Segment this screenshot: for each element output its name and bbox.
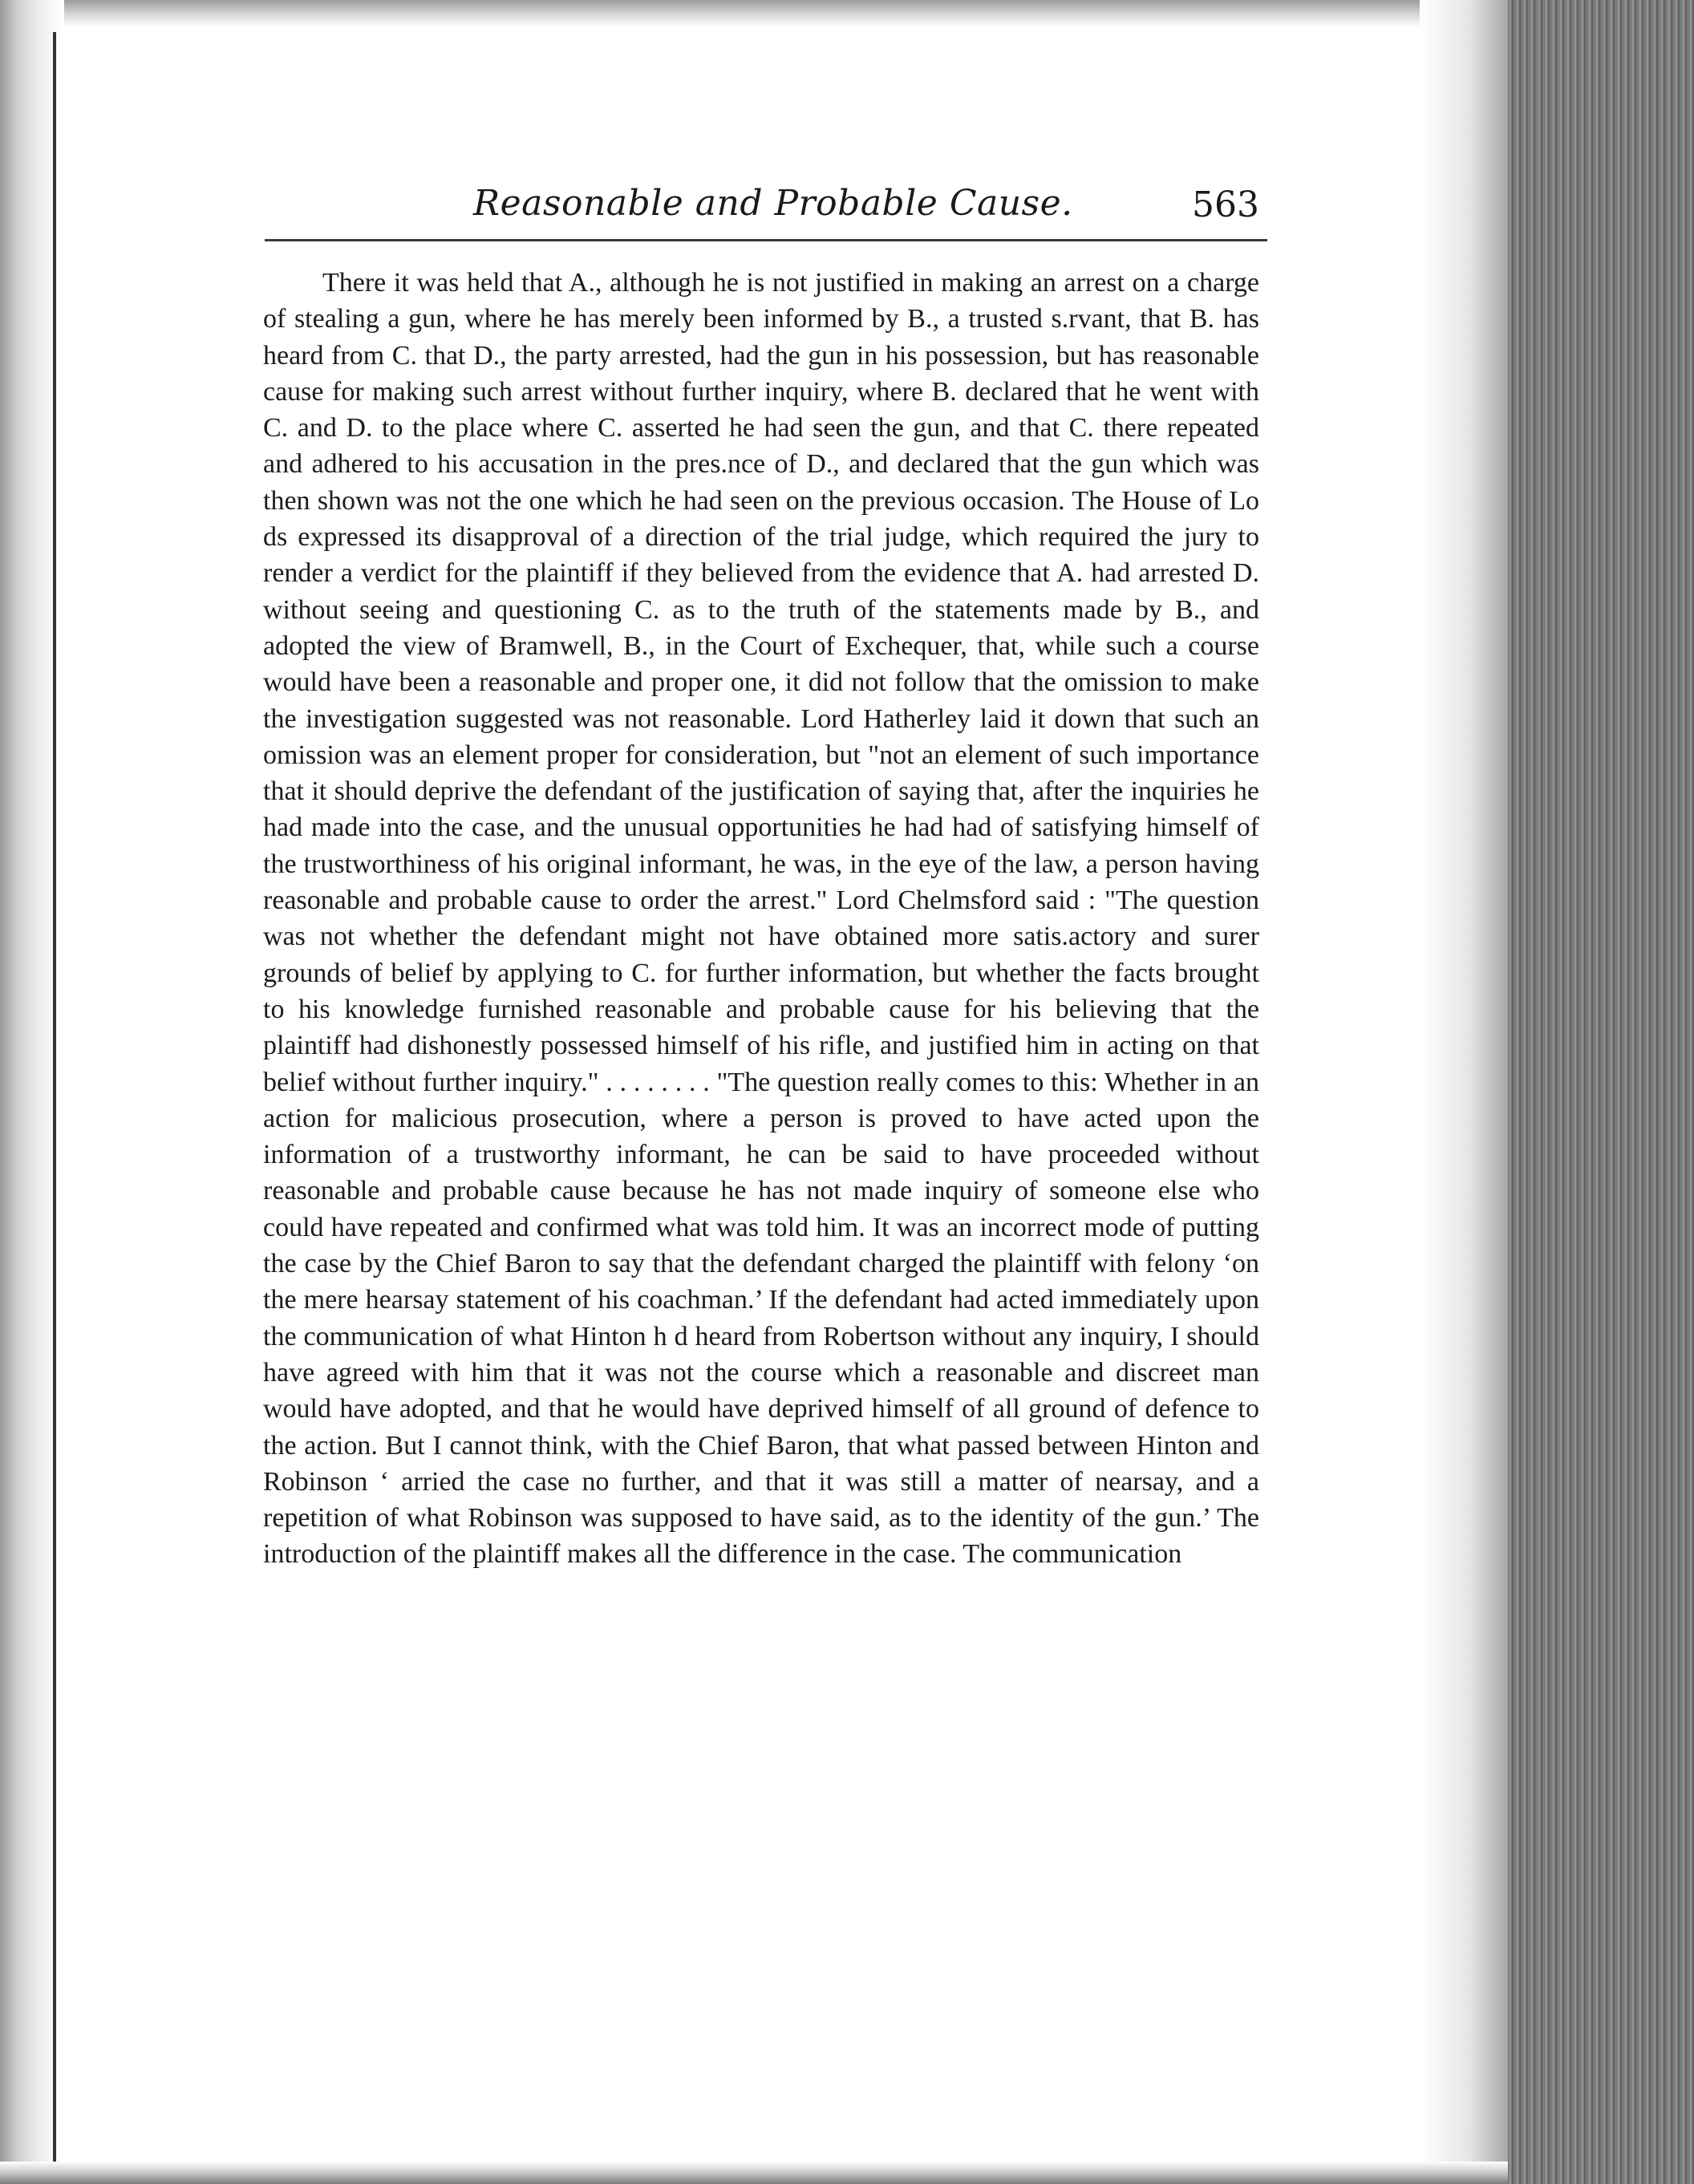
running-header — [265, 175, 1259, 239]
page-number: 563 — [1192, 184, 1259, 225]
scan-left-border-line — [53, 32, 56, 2166]
header-rule — [265, 239, 1267, 241]
scan-top-edge — [0, 0, 1508, 27]
running-title: Reasonable and Probable Cause. — [473, 183, 1073, 224]
scan-right-page-stack — [1508, 0, 1694, 2184]
scan-gutter-shadow — [1420, 0, 1508, 2184]
body-paragraph: There it was held that A., although he is not justified in making an arrest on a charge of stealing a gun, where he has merely been informed by B., a trusted s.rvant, that B. has heard from C. that D., the party arrested, had the gun in his possession, but has reasonable cause for making such arrest without further inquiry, where B. declared that he went with C. and D. to the place where C. asserted he had seen the gun, and that C. there repeated and adhered to his accusation in the pres.nce of D., and declared that the gun which was then shown was not the one which he had seen on the previous occasion. The House of Lo ds expressed its disapproval of a direction of the trial judge, which required the jury to render a verdict for the plaintiff if they believed from the evidence that A. had arrested D. without seeing and questioning C. as to the truth of the statements made by B., and adopted the view of Bramwell, B., in the Court of Exchequer, that, while such a course would have been a reasonable and proper one, it did not follow that the omission to make the investigation suggested was not reasonable. Lord Hatherley laid it down that such an omission was an element proper for consideration, but "not an element of such importance that it should deprive the defendant of the justification of saying that, after the inquiries he had made into the case, and the unusual opportunities he had had of satisfying himself of the trustworthiness of his original informant, he was, in the eye of the law, a person having reasonable and probable cause to order the arrest." Lord Chelmsford said : "The question was not whether the defendant might not have obtained more satis.actory and surer grounds of belief by applying to C. for further information, but whether the facts brought to his knowledge furnished reasonable and probable cause for his believing that the plaintiff had dishonestly possessed himself of his rifle, and justified him in acting on that belief without further inquiry." . . . . . . . . "The question really comes to this: Whether in an action for malicious prosecution, where a person is proved to have acted upon the information of a trustworthy informant, he can be said to have proceeded without reasonable and probable cause because he has not made inquiry of someone else who could have repeated and confirmed what was told him. It was an incorrect mode of putting the case by the Chief Baron to say that the defendant charged the plaintiff with felony ‘on the mere hearsay statement of his coachman.’ If the defendant had acted immediately upon the communication of what Hinton h d heard from Robertson without any inquiry, I should have agreed with him that it was not the course which a reasonable and discreet man would have adopted, and that he would have deprived himself of all ground of defence to the action. But I cannot think, with the Chief Baron, that what passed between Hinton and Robinson ‘ arried the case no further, and that it was still a matter of nearsay, and a repetition of what Robinson was supposed to have said, as to the identity of the gun.’ The introduction of the plaintiff makes all the difference in the case. The communication — [263, 268, 1259, 1570]
scan-bottom-edge — [0, 2162, 1508, 2184]
